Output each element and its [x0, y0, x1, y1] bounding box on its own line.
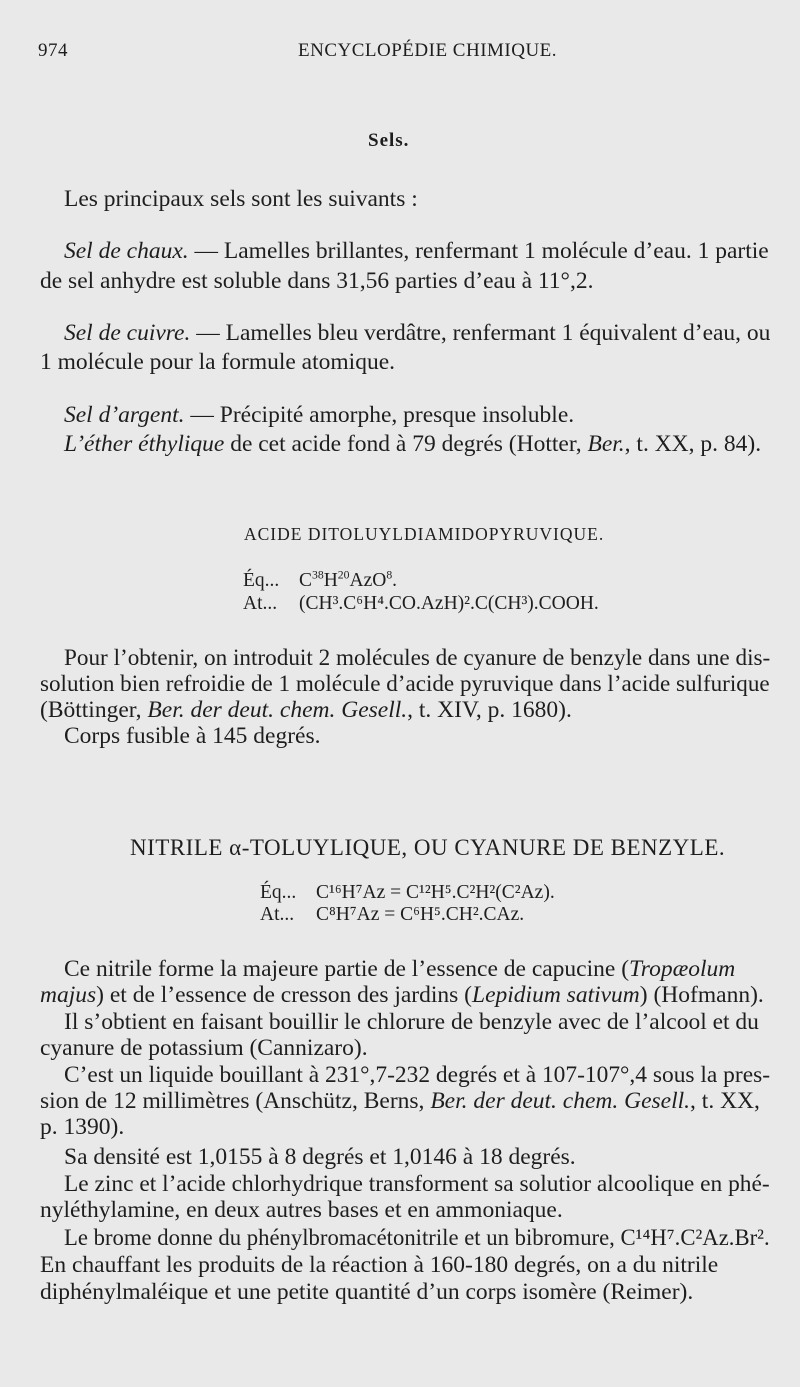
paragraph-line: majus) et de l’essence de cresson des jardins (Lepidium sativum) (Hofmann).: [40, 982, 764, 1008]
paragraph-line: cyanure de potassium (Cannizaro).: [40, 1035, 368, 1061]
paragraph-line: Sel de cuivre. — Lamelles bleu verdâtre, renfermant 1 équivalent d’eau, ou: [64, 320, 771, 346]
formula-eq: $C^{38}H^{20}AzO^8$.: [299, 568, 398, 591]
paragraph-line: L’éther éthylique de cet acide fond à 79 degrés (Hotter, Ber., t. XX, p. 84).: [64, 431, 762, 457]
paragraph-line: (Böttinger, Ber. der deut. chem. Gesell., t. XIV, p. 1680).: [40, 697, 572, 723]
paragraph-line: Sel de chaux. — Lamelles brillantes, renfermant 1 molécule d’eau. 1 partie: [64, 238, 769, 264]
formula-at: C⁸H⁷Az = C⁶H⁵.CH².CAz.: [316, 904, 525, 925]
formula-at-label: At...: [260, 904, 295, 925]
paragraph-line: C’est un liquide bouillant à 231°,7-232 degrés et à 107-107°,4 sous la pres-: [64, 1062, 771, 1088]
paragraph-line: Le brome donne du phénylbromacétonitrile et un bibromure, C¹⁴H⁷.C²Az.Br².: [64, 1225, 770, 1251]
paragraph-line: Il s’obtient en faisant bouillir le chlorure de benzyle avec de l’alcool et du: [64, 1009, 759, 1035]
running-head: ENCYCLOPÉDIE CHIMIQUE.: [298, 40, 558, 61]
section-title-ditoluyl: ACIDE DITOLUYLDIAMIDOPYRUVIQUE.: [244, 524, 605, 544]
paragraph-line: Corps fusible à 145 degrés.: [64, 723, 321, 749]
salt-name: Sel de chaux.: [64, 238, 189, 264]
paragraph-line: Le zinc et l’acide chlorhydrique transforment sa solutior alcoolique en phé-: [64, 1171, 770, 1197]
paragraph-line: Ce nitrile forme la majeure partie de l’essence de capucine (Tropæolum: [64, 956, 736, 982]
formula-at-label: At...: [243, 593, 278, 614]
paragraph-line: nyléthylamine, en deux autres bases et en ammoniaque.: [40, 1197, 563, 1223]
ether-name: L’éther éthylique: [64, 431, 225, 457]
formula-at: (CH³.C⁶H⁴.CO.AzH)².C(CH³).COOH.: [299, 593, 599, 614]
paragraph-line: sion de 12 millimètres (Anschütz, Berns, Ber. der deut. chem. Gesell., t. XX,: [40, 1088, 760, 1114]
paragraph-line: solution bien refroidie de 1 molécule d’acide pyruvique dans l’acide sulfurique: [40, 671, 770, 697]
paragraph-line: Sa densité est 1,0155 à 8 degrés et 1,0146 à 18 degrés.: [64, 1144, 576, 1170]
paragraph-line: Les principaux sels sont les suivants :: [64, 186, 418, 212]
formula-eq: C¹⁶H⁷Az = C¹²H⁵.C²H²(C²Az).: [316, 882, 555, 903]
salt-name: Sel de cuivre.: [64, 320, 191, 346]
paragraph-line: Pour l’obtenir, on introduit 2 molécules de cyanure de benzyle dans une dis-: [64, 645, 771, 671]
paragraph-line: En chauffant les produits de la réaction à 160-180 degrés, on a du nitrile: [40, 1252, 719, 1278]
paragraph-line: 1 molécule pour la formule atomique.: [40, 349, 396, 375]
paragraph-line: Sel d’argent. — Précipité amorphe, presque insoluble.: [64, 402, 575, 428]
formula-eq-label: Éq...: [243, 570, 280, 591]
page-number: 974: [38, 40, 68, 61]
section-title-nitrile: NITRILE α-TOLUYLIQUE, OU CYANURE DE BENZYLE.: [130, 835, 726, 860]
paragraph-line: de sel anhydre est soluble dans 31,56 parties d’eau à 11°,2.: [40, 268, 594, 294]
section-title-sels: Sels.: [368, 130, 410, 151]
paragraph-line: p. 1390).: [40, 1114, 125, 1140]
salt-name: Sel d’argent.: [64, 402, 185, 428]
paragraph-line: diphénylmaléique et une petite quantité d’un corps isomère (Reimer).: [40, 1279, 694, 1305]
formula-eq-label: Éq...: [260, 882, 297, 903]
